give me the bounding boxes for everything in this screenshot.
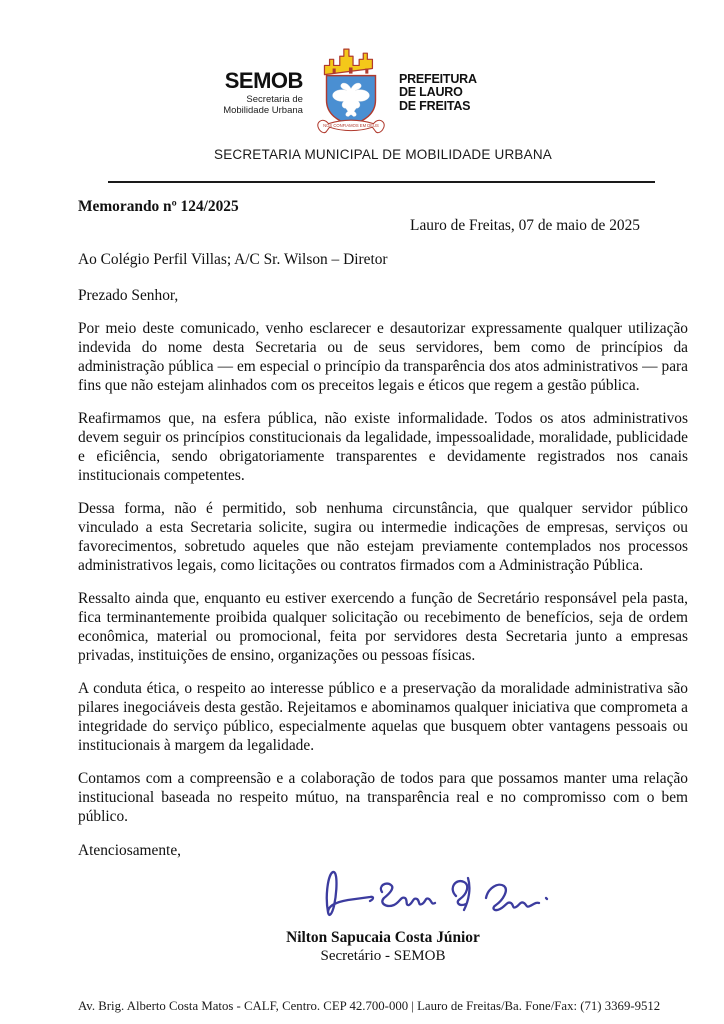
semob-acronym: SEMOB — [224, 68, 303, 93]
semob-subtitle — [223, 94, 303, 116]
prefeitura-line2: DE LAURO — [398, 85, 463, 100]
header-divider — [108, 181, 655, 183]
semob-subtitle-line2: Mobilidade Urbana — [223, 105, 303, 116]
semob-logo — [223, 70, 303, 116]
paragraph-2: Reafirmamos que, na esfera pública, não existe informalidade. Todos os atos administrativos devem seguir os princípios constitucionais da legalidade, impessoalidade, moralidade, publicidade e eficiência, sendo obrigatoriamente transparentes e devidamente registrados nos canais institucionais competentes. — [78, 410, 688, 484]
memo-number: Memorando nº 124/2025 — [78, 198, 239, 215]
prefeitura-logo — [399, 73, 477, 114]
paragraph-5: A conduta ética, o respeito ao interesse público e a preservação da moralidade administrativa são pilares inegociáveis desta gestão. Rejeitamos e abominamos qualquer iniciativa que comprometa a integridade do serviço público, especialmente aquelas que busquem obter vantagens pessoais ou institucionais à margem da legalidade. — [78, 680, 688, 754]
crest-crown-window — [349, 67, 353, 73]
crest-crown-window — [365, 69, 368, 74]
crest-crown-window — [333, 69, 336, 74]
signatory-role: Secretário - SEMOB — [320, 948, 446, 964]
city-crest-icon — [313, 44, 389, 142]
paragraph-4: Ressalto ainda que, enquanto eu estiver exercendo a função de Secretário responsável pela pasta, fica terminantemente proibida qualquer solicitação ou recebimento de benefícios, seja de ordem econômica, material ou promocional, feita por servidores desta Secretaria junto a empresas privadas, instituições de ensino, organizações ou pessoas físicas. — [78, 590, 688, 664]
closing: Atenciosamente, — [78, 842, 181, 859]
signatory-name: Nilton Sapucaia Costa Júnior — [286, 929, 480, 946]
prefeitura-line3: DE FREITAS — [398, 98, 471, 113]
paragraph-6: Contamos com a compreensão e a colaboração de todos para que possamos manter uma relação institucional baseada no respeito mútuo, na transparência real e no compromisso com o bem público. — [78, 770, 688, 825]
paragraph-3: Dessa forma, não é permitido, sob nenhuma circunstância, que qualquer servidor público vinculado a esta Secretaria solicite, sugira ou intermedie indicações de empresas, serviços ou favorecimentos, sobretudo aqueles que não estejam previamente contemplados nos processos administrativos legais, como licitações ou contratos firmados com a Administração Pública. — [78, 500, 688, 574]
letter-body — [78, 197, 688, 966]
org-title: SECRETARIA MUNICIPAL DE MOBILIDADE URBANA — [213, 147, 552, 162]
recipient-line: Ao Colégio Perfil Villas; A/C Sr. Wilson – Diretor — [78, 251, 388, 268]
header-logo-row — [0, 44, 712, 142]
signature-area — [78, 862, 688, 926]
crest-motto-text: NÓS CONFIAMOS EM DEUS — [323, 123, 379, 129]
paragraph-1: Por meio deste comunicado, venho esclarecer e desautorizar expressamente qualquer utilização indevida do nome desta Secretaria ou de seus servidores, bem como de princípios da administração pública — em especial o princípio da transparência dos atos administrativos — para fins que não estejam alinhados com os preceitos legais e éticos que regem a gestão pública. — [78, 320, 688, 394]
semob-subtitle-line1: Secretaria de — [246, 94, 303, 105]
crest-crown — [324, 49, 372, 75]
date-line: Lauro de Freitas, 07 de maio de 2025 — [410, 217, 640, 234]
salutation: Prezado Senhor, — [78, 287, 179, 304]
handwritten-signature — [318, 862, 558, 926]
footer-address: Av. Brig. Alberto Costa Matos - CALF, Centro. CEP 42.700-000 | Lauro de Freitas/Ba. Fone/Fax: (71) 3369-9512 — [78, 999, 661, 1013]
prefeitura-line1: PREFEITURA — [398, 71, 477, 86]
